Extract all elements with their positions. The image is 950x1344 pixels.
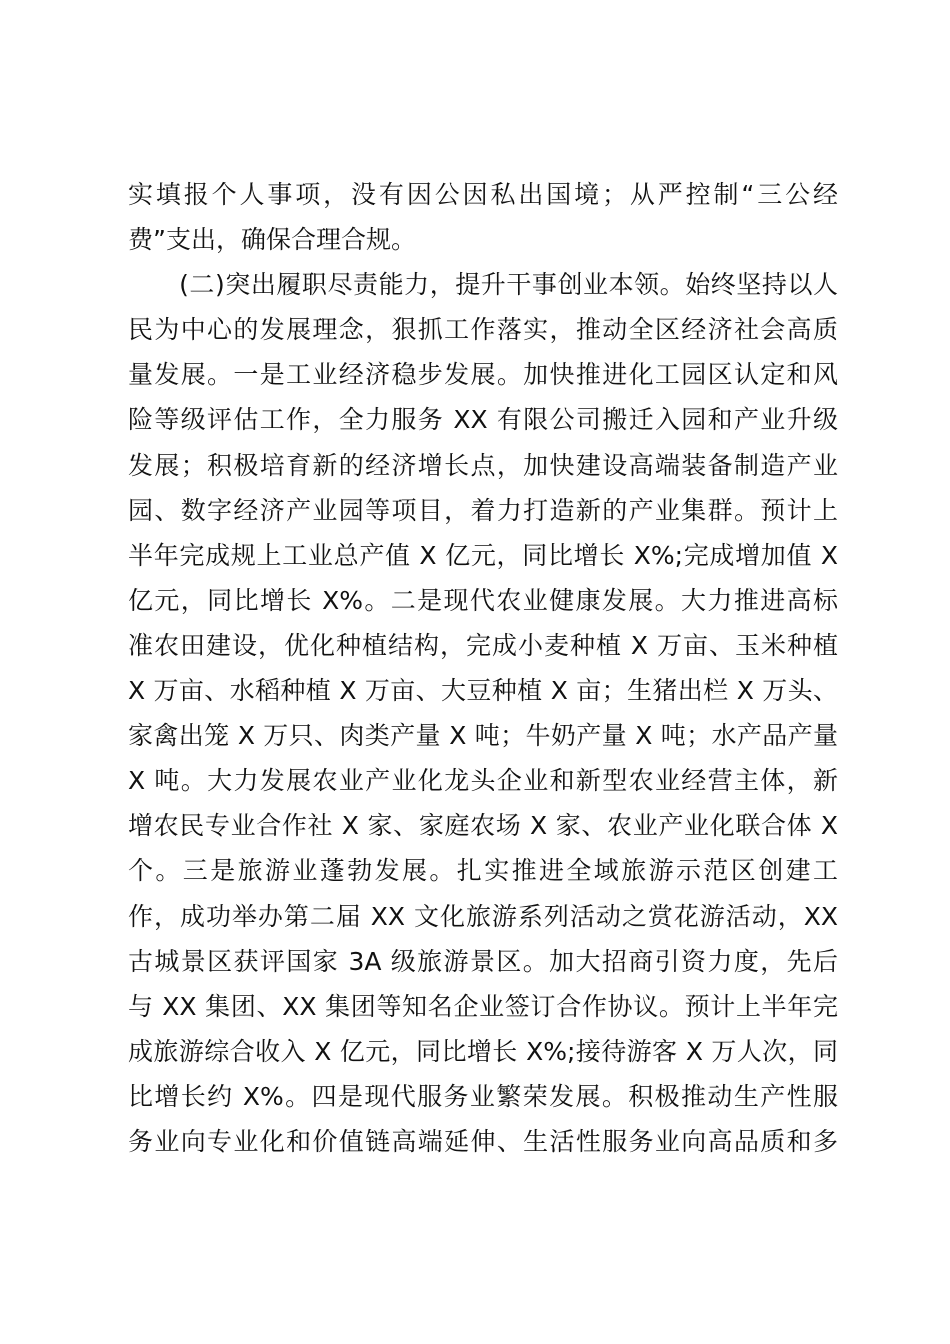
- text-line: 亿元，同比增长 X%。二是现代农业健康发展。大力推进高标: [128, 585, 838, 615]
- text-line: 发展；积极培育新的经济增长点，加快建设高端装备制造产业: [128, 450, 838, 480]
- text-line: 与 XX 集团、XX 集团等知名企业签订合作协议。预计上半年完: [128, 991, 838, 1021]
- text-line: 园、数字经济产业园等项目，着力打造新的产业集群。预计上: [128, 495, 838, 525]
- text-line: 增农民专业合作社 X 家、家庭农场 X 家、农业产业化联合体 X: [128, 811, 838, 841]
- text-line: 半年完成规上工业总产值 X 亿元，同比增长 X%;完成增加值 X: [128, 540, 838, 570]
- text-line: 个。三是旅游业蓬勃发展。扎实推进全域旅游示范区创建工: [128, 856, 838, 886]
- text-line: X 吨。大力发展农业产业化龙头企业和新型农业经营主体，新: [128, 766, 838, 796]
- text-line: 作，成功举办第二届 XX 文化旅游系列活动之赏花游活动，XX: [128, 901, 838, 931]
- text-line: 量发展。一是工业经济稳步发展。加快推进化工园区认定和风: [128, 360, 838, 390]
- body-text: [128, 172, 838, 1164]
- text-line: 实填报个人事项，没有因公因私出国境；从严控制“三公经: [128, 180, 838, 209]
- text-line: 准农田建设，优化种植结构，完成小麦种植 X 万亩、玉米种植: [128, 630, 838, 660]
- text-line: 比增长约 X%。四是现代服务业繁荣发展。积极推动生产性服: [128, 1081, 838, 1111]
- text-line: 务业向专业化和价值链高端延伸、生活性服务业向高品质和多: [128, 1126, 838, 1156]
- text-line: 古城景区获评国家 3A 级旅游景区。加大招商引资力度，先后: [128, 946, 838, 976]
- text-line: 费”支出，确保合理合规。: [128, 225, 416, 255]
- text-line: 家禽出笼 X 万只、肉类产量 X 吨；牛奶产量 X 吨；水产品产量: [128, 721, 838, 751]
- text-line: 险等级评估工作，全力服务 XX 有限公司搬迁入园和产业升级: [128, 405, 838, 435]
- text-line: (二)突出履职尽责能力，提升干事创业本领。始终坚持以人: [128, 270, 838, 300]
- text-line: 成旅游综合收入 X 亿元，同比增长 X%;接待游客 X 万人次，同: [128, 1036, 838, 1066]
- text-line: 民为中心的发展理念，狠抓工作落实，推动全区经济社会高质: [128, 315, 838, 345]
- text-line: X 万亩、水稻种植 X 万亩、大豆种植 X 亩；生猪出栏 X 万头、: [128, 676, 838, 706]
